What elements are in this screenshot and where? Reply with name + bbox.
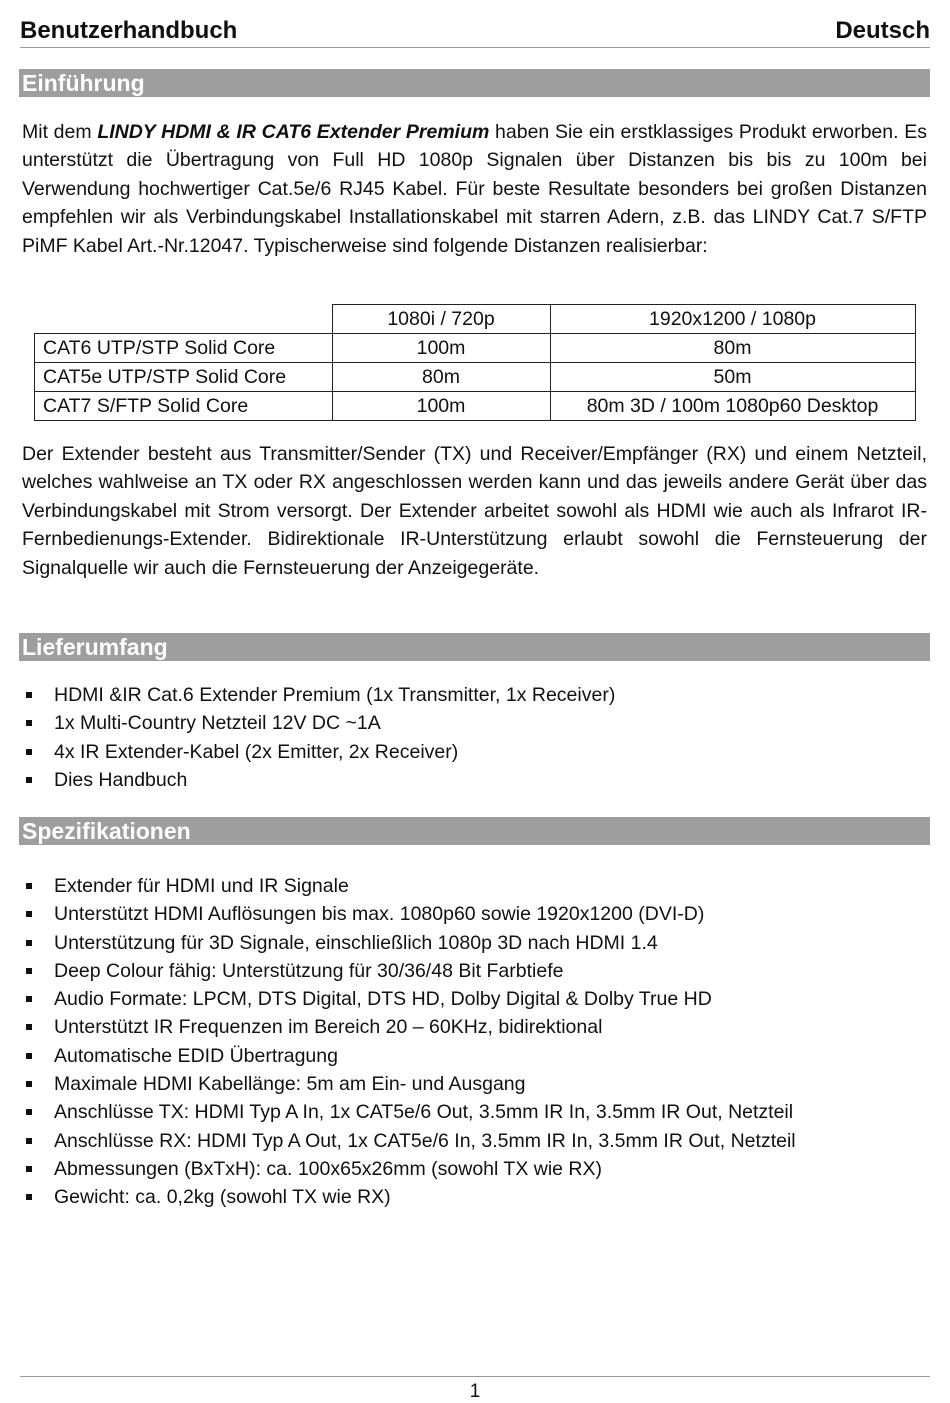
bullet-square-icon — [26, 996, 32, 1002]
list-item: 1x Multi-Country Netzteil 12V DC ~1A — [22, 709, 615, 737]
list-item: Automatische EDID Übertragung — [22, 1042, 796, 1070]
bullet-square-icon — [26, 720, 32, 726]
list-item: 4x IR Extender-Kabel (2x Emitter, 2x Receiver) — [22, 738, 615, 766]
table-cell: 80m — [550, 334, 915, 363]
bullet-square-icon — [26, 1081, 32, 1087]
document-title: Benutzerhandbuch — [20, 17, 238, 44]
table-cell: CAT7 S/FTP Solid Core — [35, 392, 333, 421]
page-header — [20, 14, 930, 48]
bullet-square-icon — [26, 1053, 32, 1059]
list-item: Anschlüsse RX: HDMI Typ A Out, 1x CAT5e/6 In, 3.5mm IR In, 3.5mm IR Out, Netzteil — [22, 1127, 796, 1155]
bullet-square-icon — [26, 749, 32, 755]
bullet-square-icon — [26, 1166, 32, 1172]
table-header-cell — [35, 305, 333, 334]
page-number: 1 — [469, 1381, 481, 1402]
table-cell: 80m 3D / 100m 1080p60 Desktop — [550, 392, 915, 421]
list-item: Unterstützung für 3D Signale, einschließlich 1080p 3D nach HDMI 1.4 — [22, 929, 796, 957]
list-item: Maximale HDMI Kabellänge: 5m am Ein- und Ausgang — [22, 1070, 796, 1098]
list-item: Dies Handbuch — [22, 766, 615, 794]
table-header-cell: 1080i / 720p — [332, 305, 550, 334]
list-item: Deep Colour fähig: Unterstützung für 30/36/48 Bit Farbtiefe — [22, 957, 796, 985]
intro-lead-text: Mit dem — [22, 121, 92, 143]
table-cell: 50m — [550, 363, 915, 392]
intro-body-text: haben Sie ein erstklassiges Produkt erworben. Es unterstützt die Übertragung von Full HD 1080p Signalen über Distanzen bis bis zu 100m bei Verwendung hochwertiger Cat.5e/6 RJ45 Kabel. Für beste Resultate besonders bei großen Distanzen empfehlen wir als Verbindungskabel Installationskabel mit starren Adern, z.B. das LINDY Cat.7 S/FTP PiMF Kabel Art.-Nr.12047. Typischerweise sind folgende Distanzen realisierbar: — [22, 121, 927, 257]
table-cell: 80m — [332, 363, 550, 392]
intro-paragraph — [22, 118, 927, 260]
list-item: Anschlüsse TX: HDMI Typ A In, 1x CAT5e/6 Out, 3.5mm IR In, 3.5mm IR Out, Netzteil — [22, 1098, 796, 1126]
bullet-square-icon — [26, 692, 32, 698]
bullet-square-icon — [26, 777, 32, 783]
table-cell: 100m — [332, 392, 550, 421]
distance-table — [34, 304, 916, 421]
list-item: Unterstützt IR Frequenzen im Bereich 20 – 60KHz, bidirektional — [22, 1013, 796, 1041]
table-header-cell: 1920x1200 / 1080p — [550, 305, 915, 334]
specifications-list — [22, 872, 796, 1212]
section-heading-specifications: Spezifikationen — [19, 817, 930, 845]
bullet-square-icon — [26, 883, 32, 889]
bullet-square-icon — [26, 1194, 32, 1200]
list-item: Extender für HDMI und IR Signale — [22, 872, 796, 900]
list-item: Abmessungen (BxTxH): ca. 100x65x26mm (sowohl TX wie RX) — [22, 1155, 796, 1183]
bullet-square-icon — [26, 940, 32, 946]
bullet-square-icon — [26, 1109, 32, 1115]
table-cell: CAT5e UTP/STP Solid Core — [35, 363, 333, 392]
table-cell: 100m — [332, 334, 550, 363]
list-item: Unterstützt HDMI Auflösungen bis max. 1080p60 sowie 1920x1200 (DVI-D) — [22, 900, 796, 928]
list-item: Gewicht: ca. 0,2kg (sowohl TX wie RX) — [22, 1183, 796, 1211]
list-item: HDMI &IR Cat.6 Extender Premium (1x Transmitter, 1x Receiver) — [22, 681, 615, 709]
bullet-square-icon — [26, 968, 32, 974]
section-heading-package-contents: Lieferumfang — [19, 633, 930, 661]
table-row — [35, 334, 916, 363]
table-header-row — [35, 305, 916, 334]
table-cell: CAT6 UTP/STP Solid Core — [35, 334, 333, 363]
table-row — [35, 392, 916, 421]
section-heading-introduction: Einführung — [19, 69, 930, 97]
product-name: LINDY HDMI & IR CAT6 Extender Premium — [97, 121, 490, 143]
package-contents-list — [22, 681, 615, 794]
bullet-square-icon — [26, 1138, 32, 1144]
bullet-square-icon — [26, 911, 32, 917]
list-item: Audio Formate: LPCM, DTS Digital, DTS HD, Dolby Digital & Dolby True HD — [22, 985, 796, 1013]
language-label: Deutsch — [835, 17, 930, 44]
bullet-square-icon — [26, 1024, 32, 1030]
extender-description-paragraph: Der Extender besteht aus Transmitter/Sender (TX) und Receiver/Empfänger (RX) und einem Netzteil, welches wahlweise an TX oder RX angeschlossen werden kann und das jeweils andere Gerät über das Verbindungskabel mit Strom versorgt. Der Extender arbeitet sowohl als HDMI wie auch als Infrarot IR-Fernbedienungs-Extender. Bidirektionale IR-Unterstützung erlaubt sowohl die Fernsteuerung der Signalquelle wir auch die Fernsteuerung der Anzeigegeräte. — [22, 443, 927, 579]
table-row — [35, 363, 916, 392]
